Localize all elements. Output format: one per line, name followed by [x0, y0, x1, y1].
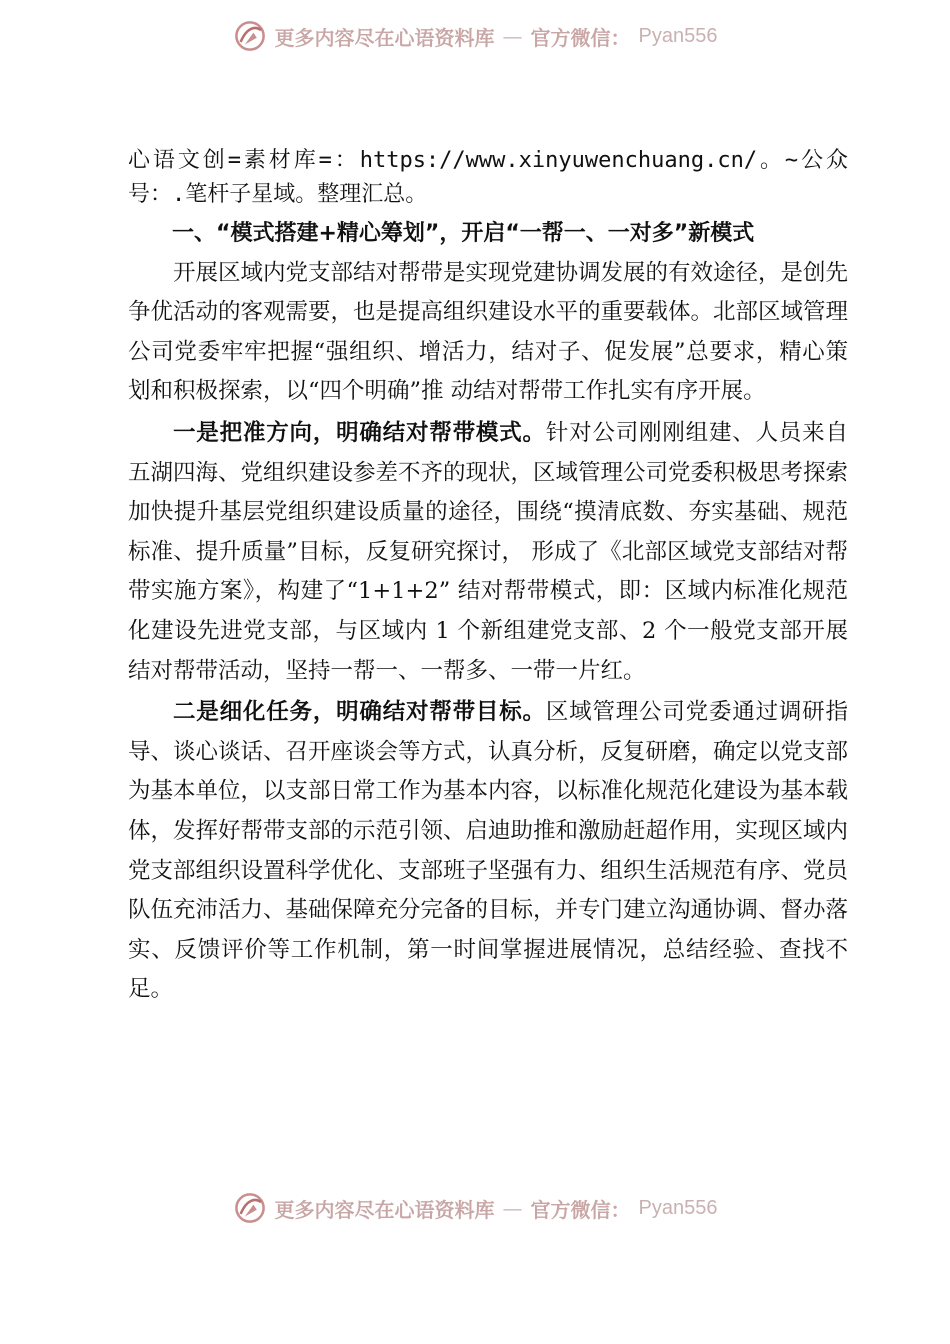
paragraph-3: [128, 693, 848, 1010]
watermark-wechat-id: Pyan556: [638, 24, 718, 47]
paragraph-3-lead: 二是细化任务，明确结对帮带目标。: [173, 699, 546, 726]
paragraph-2: [128, 414, 848, 691]
watermark-text: 更多内容尽在心语资料库: [274, 25, 495, 50]
watermark-label: 官方微信：: [530, 1197, 631, 1222]
document-body: [128, 144, 848, 1010]
watermark-separator: —: [502, 1196, 523, 1220]
footer-watermark: [0, 1188, 950, 1228]
paragraph-1: 开展区域内党支部结对帮带是实现党建协调发展的有效途径，是创先争优活动的客观需要，也是提高组织建设水平的重要载体。北部区域管理公司党委牢牢把握“强组织、增活力，结对子、促发展”总要求，精心策划和积极探索，以“四个明确”推 动结对帮带工作扎实有序开展。: [128, 259, 849, 405]
paragraph-3-body: 区域管理公司党委通过调研指导、谈心谈话、召开座谈会等方式，认真分析，反复研磨，确定以党支部为基本单位，以支部日常工作为基本内容，以标准化规范化建设为基本载体，发挥好帮带支部的示范引领、启迪助推和激励赶超作用，实现区域内党支部组织设置科学优化、支部班子坚强有力、组织生活规范有序、党员队伍充沛活力、基础保障充分完备的目标，并专门建立沟通协调、督办落实、反馈评价等工作机制，第一时间掌握进展情况，总结经验、查找不足。: [128, 699, 849, 1003]
paragraph-2-body: 针对公司刚刚组建、人员来自五湖四海、党组织建设参差不齐的现状，区域管理公司党委积极思考探索加快提升基层党组织建设质量的途径，围绕“摸清底数、夯实基础、规范标准、提升质量”目标，反复研究探讨， 形成了《北部区域党支部结对帮带实施方案》，构建了“1+1+2” 结对帮带模式，即：区域内标准化规范化建设先进党支部，与区域内 1 个新组建党支部、2 个一般党支部开展结对帮带活动，坚持一帮一、一帮多、一带一片红。: [128, 419, 849, 684]
watermark-separator: —: [502, 24, 523, 48]
header-watermark: [0, 16, 950, 56]
watermark-text: 更多内容尽在心语资料库: [274, 1197, 495, 1222]
brand-logo-icon: [233, 19, 267, 53]
paragraph-2-lead: 一是把准方向，明确结对帮带模式。: [173, 419, 546, 446]
section-heading: 一、“模式搭建+精心筹划”，开启“一帮一、一对多”新模式: [172, 221, 755, 246]
watermark-label: 官方微信：: [530, 25, 631, 50]
watermark-wechat-id: Pyan556: [638, 1196, 718, 1219]
intro-line: 心语文创=素材库=：https://www.xinyuwenchuang.cn/。~公众号：.笔杆子星域。整理汇总。: [128, 148, 848, 207]
brand-logo-icon: [233, 1191, 267, 1225]
